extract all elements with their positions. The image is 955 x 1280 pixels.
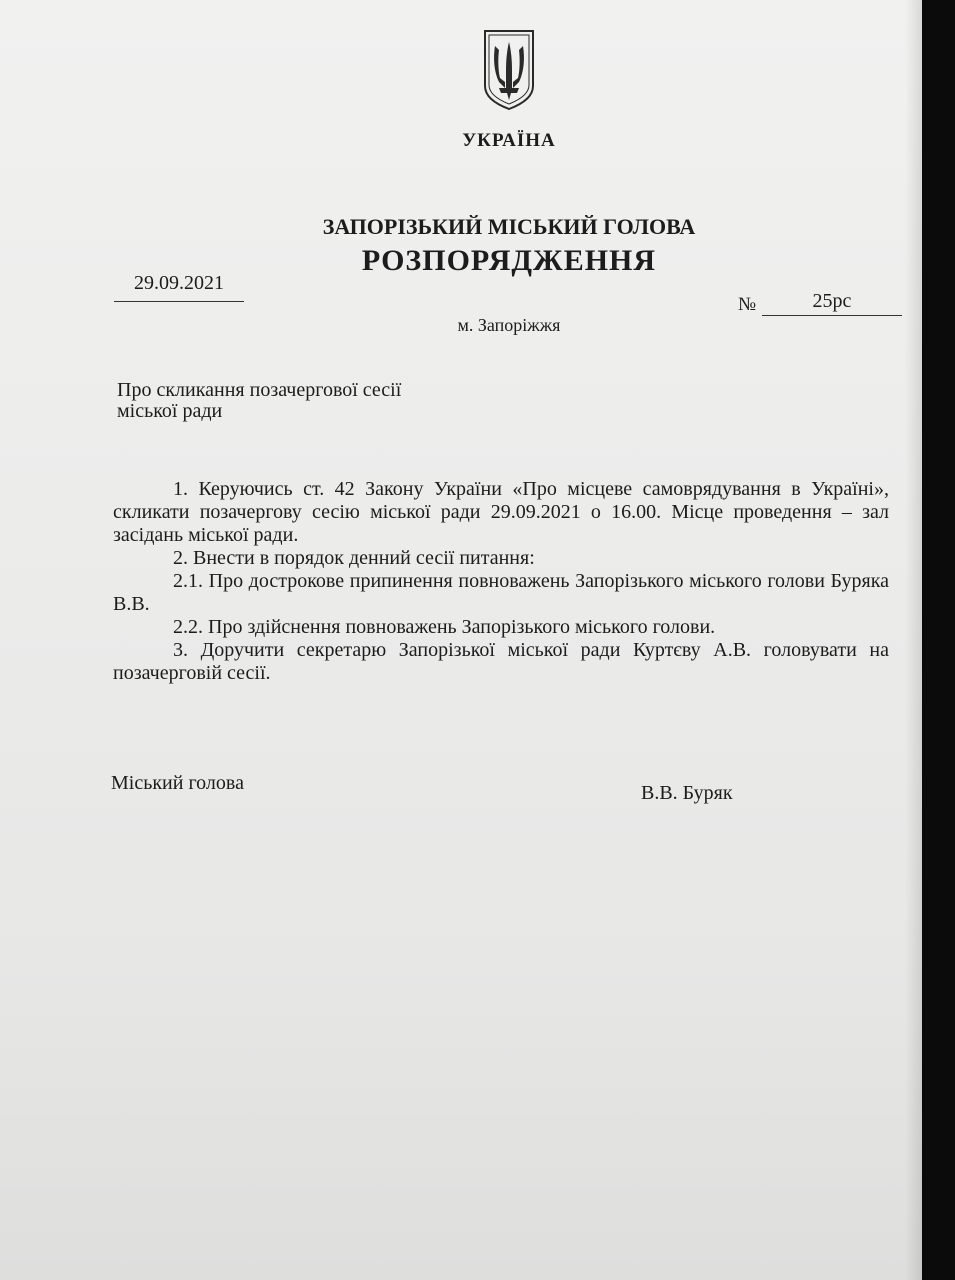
- number-label: №: [738, 294, 757, 315]
- body-paragraph-3: 3. Доручити секретарю Запорізької міської ради Куртєву А.В. головувати на позачерговій сесії.: [113, 639, 889, 684]
- subject-line-1: Про скликання позачергової сесії: [117, 379, 402, 401]
- body-paragraph-2: 2. Внести в порядок денний сесії питання:: [173, 547, 535, 569]
- document-number: 25рс: [762, 290, 902, 316]
- page-edge-shadow: [905, 0, 925, 1280]
- document-body: [113, 478, 889, 685]
- trident-coat-of-arms-icon: [481, 28, 537, 112]
- document-subject: [117, 380, 537, 422]
- signatory-name: В.В. Буряк: [641, 782, 733, 804]
- document-type-heading: РОЗПОРЯДЖЕННЯ: [361, 244, 657, 277]
- body-paragraph-2-1: 2.1. Про дострокове припинення повноважень Запорізького міського голови Буряка В.В.: [113, 570, 889, 615]
- issue-city: м. Запоріжжя: [457, 315, 561, 335]
- body-paragraph-1: 1. Керуючись ст. 42 Закону України «Про місцеве самоврядування в Україні», скликати позачергову сесію міської ради 29.09.2021 о 16.00. Місце проведення – зал засідань міської ради.: [113, 478, 889, 546]
- document-date: 29.09.2021: [114, 272, 244, 302]
- body-paragraph-2-2: 2.2. Про здійснення повноважень Запорізького міського голови.: [173, 616, 716, 638]
- subject-line-2: міської ради: [117, 400, 223, 422]
- organization-heading: ЗАПОРІЗЬКИЙ МІСЬКИЙ ГОЛОВА: [322, 214, 696, 239]
- signatory-position: Міський голова: [111, 772, 244, 794]
- country-heading: УКРАЇНА: [462, 130, 556, 151]
